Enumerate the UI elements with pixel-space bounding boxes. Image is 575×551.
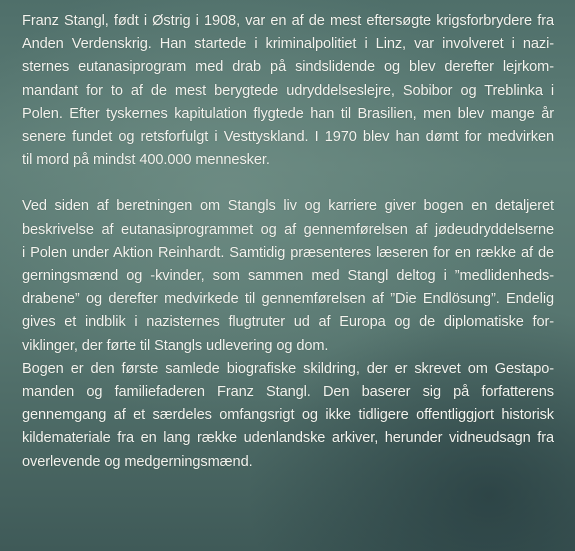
text-line: viklinger, der førte til Stangls udlevering og dom. — [22, 337, 329, 354]
text-line: kildemateriale fra en lang række udenlandske arkiver, herunder vidneudsagn fra — [22, 430, 554, 447]
text-line: mandant for to af de mest berygtede udryddelseslejre, Sobibor og Treblinka i — [22, 82, 554, 99]
paragraph-1 — [22, 10, 554, 172]
text-line: til mord på mindst 400.000 mennesker. — [22, 152, 270, 169]
text-line: Ved siden af beretningen om Stangls liv og karriere giver bogen en detaljeret — [22, 198, 554, 215]
blurb-text — [22, 10, 554, 474]
text-line: i Polen under Aktion Reinhardt. Samtidig præsenteres læseren for en række af de — [22, 244, 554, 261]
text-line: beskrivelse af eutanasiprogrammet og af gennemførelsen af jødeudryddelserne — [22, 221, 554, 238]
text-line: drabene” og derefter medvirkede til gennemførelsen af ”Die Endlösung”. Endelig — [22, 291, 554, 308]
text-line: Anden Verdenskrig. Han startede i kriminalpolitiet i Linz, var involveret i nazi- — [22, 36, 554, 53]
text-line: gives et indblik i nazisternes flugtruter ud af Europa og de diplomatiske for- — [22, 314, 554, 331]
text-line: overlevende og medgerningsmænd. — [22, 453, 253, 470]
paragraph-2 — [22, 195, 554, 357]
text-line: Franz Stangl, født i Østrig i 1908, var en af de mest eftersøgte krigsforbrydere fra — [22, 13, 554, 29]
text-line: senere fundet og retsforfulgt i Vesttyskland. I 1970 blev han dømt for medvirken — [22, 129, 554, 146]
text-line: manden og familiefaderen Franz Stangl. Den baserer sig på forfatterens — [22, 384, 554, 401]
text-line: sternes eutanasiprogram med drab på sindslidende og blev derefter lejrkom- — [22, 59, 554, 76]
paragraph-gap — [22, 172, 554, 195]
text-line: Bogen er den første samlede biografiske skildring, der er skrevet om Gestapo- — [22, 360, 554, 377]
text-line: gerningsmænd og -kvinder, som sammen med Stangl deltog i ”medlidenheds- — [22, 268, 554, 285]
text-line: gennemgang af et særdeles omfangsrigt og ikke tidligere offentliggjort historisk — [22, 407, 554, 424]
paragraph-3 — [22, 358, 554, 474]
text-line: Polen. Efter tyskernes kapitulation flygtede han til Brasilien, men blev mange år — [22, 105, 554, 122]
